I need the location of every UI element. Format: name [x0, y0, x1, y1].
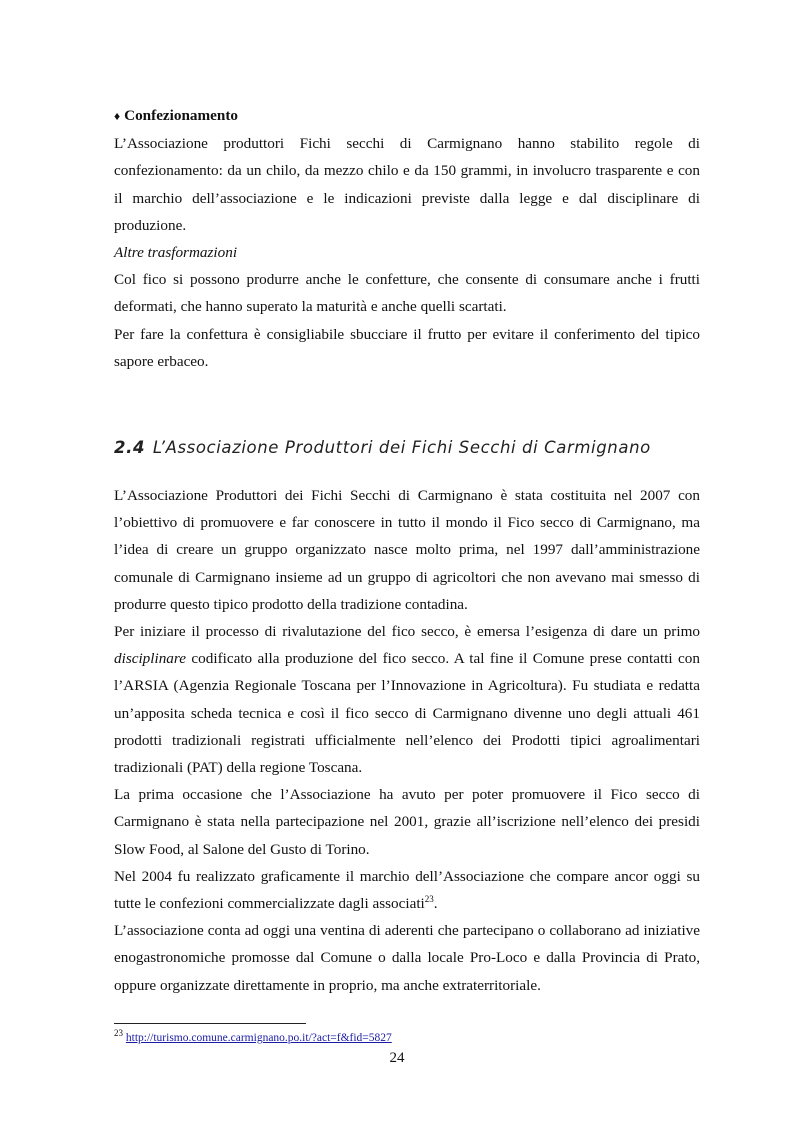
paragraph [114, 863, 700, 917]
text: codificato alla produzione del fico secco. A tal fine il Comune prese contatti con l’ARSIA (Agenzia Regionale Toscana per l’Innovazione in Agricoltura). Fu studiata e redatta un’apposita scheda tecnica e così il fico secco di Carmignano divenne uno degli attuali 461 prodotti tradizionali registrati ufficialmente nell’elenco dei Prodotti tipici agroalimentari tradizionali (PAT) della regione Toscana. [114, 650, 700, 777]
paragraph: La prima occasione che l’Associazione ha avuto per poter promuovere il Fico secco di Carmignano è stata nella partecipazione nel 2001, grazie all’iscrizione nell’elenco dei presidi Slow Food, al Salone del Gusto di Torino. [114, 786, 700, 858]
emphasis: disciplinare [114, 650, 186, 668]
heading-text: Confezionamento [124, 107, 239, 124]
footnote [114, 1028, 392, 1045]
subheading: Altre trasformazioni [114, 244, 238, 262]
paragraph [114, 618, 700, 781]
paragraph: L’Associazione Produttori dei Fichi Secchi di Carmignano è stata costituita nel 2007 con l’obiettivo di promuovere e far conoscere in tutto il mondo il Fico secco di Carmignano, ma l’idea di creare un gruppo organizzato nasce molto prima, nel 1997 dall’amministrazione comunale di Carmignano insieme ad un gruppo di agricoltori che non avevano mai smesso di produrre questo tipico prodotto della tradizione contadina. [114, 487, 700, 613]
footnote-divider [114, 1023, 306, 1024]
section-number: 2.4 [114, 438, 146, 457]
paragraph: L’associazione conta ad oggi una ventina di aderenti che partecipano o collaborano ad iniziative enogastronomiche promosse dal Comune o dalla locale Pro-Loco e dalla Provincia di Prato, oppure organizzate direttamente in proprio, ma anche extraterritoriale. [114, 922, 700, 994]
diamond-bullet-icon: ♦ [114, 109, 121, 123]
paragraph: Col fico si possono produrre anche le confetture, che consente di consumare anche i frutti deformati, che hanno superato la maturità e anche quelli scartati. [114, 271, 700, 316]
text: Per iniziare il processo di rivalutazione del fico secco, è emersa l’esigenza di dare un primo [114, 623, 700, 641]
text: . [433, 895, 438, 913]
footnote-ref[interactable]: 23 [424, 893, 434, 904]
footnote-link[interactable]: http://turismo.comune.carmignano.po.it/?act=f&fid=5827 [125, 1032, 392, 1044]
section-title-text: L’Associazione Produttori dei Fichi Secchi di Carmignano [152, 438, 651, 457]
confezionamento-heading [114, 102, 700, 130]
page-body [114, 102, 700, 994]
section-2-4-body [114, 482, 700, 999]
paragraph: L’Associazione produttori Fichi secchi di Carmignano hanno stabilito regole di confezionamento: da un chilo, da mezzo chilo e da 150 grammi, in involucro trasparente e con il marchio dell’associazione e le indicazioni previste dalla legge e dal disciplinare di produzione. [114, 135, 700, 234]
paragraph: Per fare la confettura è consigliabile sbucciare il frutto per evitare il conferimento del tipico sapore erbaceo. [114, 325, 700, 370]
footnote-number: 23 [114, 1028, 123, 1039]
page-number: 24 [389, 1050, 405, 1066]
text: Nel 2004 fu realizzato graficamente il marchio dell’Associazione che compare ancor oggi su tutte le confezioni commercializzate dagli associati [114, 867, 700, 913]
section-title [114, 438, 651, 457]
